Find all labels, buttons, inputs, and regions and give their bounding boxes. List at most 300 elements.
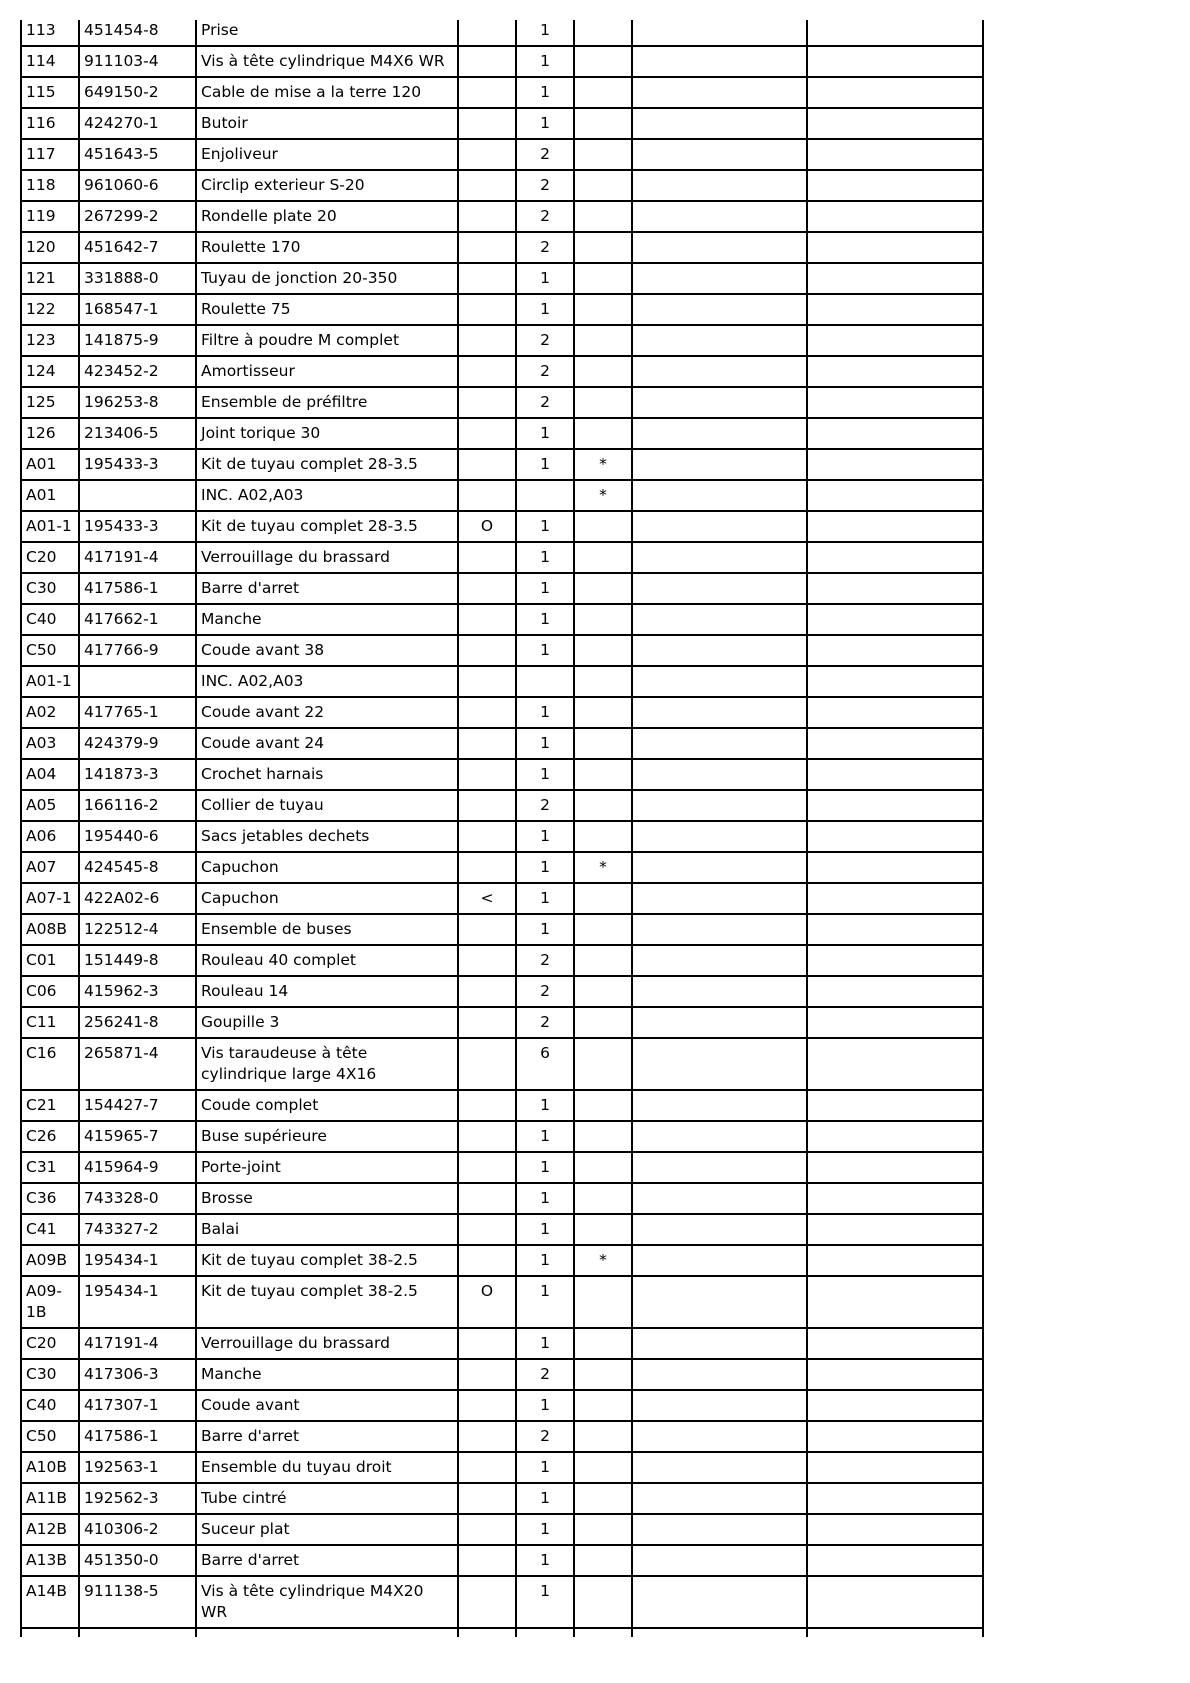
- description-cell: Manche: [196, 604, 458, 635]
- ref-no-cell: C36: [21, 1183, 79, 1214]
- note-mark-cell: *: [574, 1245, 632, 1276]
- empty-cell: [807, 1328, 983, 1359]
- change-mark-cell: [458, 790, 516, 821]
- note-mark-cell: [574, 20, 632, 46]
- note-mark-cell: [574, 728, 632, 759]
- quantity-cell: 1: [516, 1121, 574, 1152]
- part-number-cell: 417307-1: [79, 1390, 196, 1421]
- empty-cell: [807, 1276, 983, 1328]
- quantity-cell: 1: [516, 1452, 574, 1483]
- ref-no-cell: C16: [21, 1038, 79, 1090]
- change-mark-cell: [458, 46, 516, 77]
- note-mark-cell: [574, 511, 632, 542]
- ref-no-cell: A10B: [21, 1452, 79, 1483]
- part-number-cell: 141873-3: [79, 759, 196, 790]
- empty-cell: [807, 1514, 983, 1545]
- quantity-cell: 2: [516, 387, 574, 418]
- change-mark-cell: [458, 1545, 516, 1576]
- change-mark-cell: [458, 635, 516, 666]
- description-cell: INC. A02,A03: [196, 666, 458, 697]
- table-row: [21, 325, 983, 356]
- change-mark-cell: [458, 945, 516, 976]
- change-mark-cell: [458, 294, 516, 325]
- description-cell: Vis taraudeuse à tête cylindrique large 4X16: [196, 1038, 458, 1090]
- empty-cell: [632, 387, 807, 418]
- table-row: [21, 449, 983, 480]
- empty-cell: [632, 511, 807, 542]
- part-number-cell: 141875-9: [79, 325, 196, 356]
- table-row: [21, 46, 983, 77]
- ref-no-cell: C21: [21, 1090, 79, 1121]
- note-mark-cell: [574, 356, 632, 387]
- part-number-cell: 195433-3: [79, 449, 196, 480]
- part-number-cell: 410306-2: [79, 1514, 196, 1545]
- change-mark-cell: [458, 1452, 516, 1483]
- empty-cell: [632, 1421, 807, 1452]
- empty-cell: [807, 728, 983, 759]
- ref-no-cell: C50: [21, 635, 79, 666]
- quantity-cell: 1: [516, 573, 574, 604]
- description-cell: Prise: [196, 20, 458, 46]
- note-mark-cell: [574, 573, 632, 604]
- part-number-cell: 265871-4: [79, 1038, 196, 1090]
- quantity-cell: 1: [516, 914, 574, 945]
- quantity-cell: 1: [516, 1576, 574, 1628]
- part-number-cell: 417191-4: [79, 1328, 196, 1359]
- ref-no-cell: A07: [21, 852, 79, 883]
- description-cell: Suceur plat: [196, 1514, 458, 1545]
- table-row: [21, 170, 983, 201]
- note-mark-cell: [574, 635, 632, 666]
- change-mark-cell: [458, 108, 516, 139]
- table-row: [21, 790, 983, 821]
- ref-no-cell: 116: [21, 108, 79, 139]
- description-cell: Kit de tuyau complet 28-3.5: [196, 511, 458, 542]
- empty-cell: [632, 480, 807, 511]
- empty-cell: [807, 666, 983, 697]
- change-mark-cell: [458, 387, 516, 418]
- note-mark-cell: [574, 1514, 632, 1545]
- empty-cell: [632, 1628, 807, 1637]
- description-cell: Coude avant 24: [196, 728, 458, 759]
- empty-cell: [632, 77, 807, 108]
- description-cell: Barre d'arret: [196, 1421, 458, 1452]
- empty-cell: [632, 1390, 807, 1421]
- part-number-cell: 649150-2: [79, 77, 196, 108]
- empty-cell: [632, 1038, 807, 1090]
- table-row: [21, 821, 983, 852]
- part-number-cell: 911103-4: [79, 46, 196, 77]
- change-mark-cell: [458, 759, 516, 790]
- change-mark-cell: [458, 1390, 516, 1421]
- description-cell: Roulette 170: [196, 232, 458, 263]
- empty-cell: [632, 945, 807, 976]
- ref-no-cell: A05: [21, 790, 79, 821]
- empty-cell: [807, 170, 983, 201]
- change-mark-cell: [458, 1152, 516, 1183]
- quantity-cell: 1: [516, 852, 574, 883]
- note-mark-cell: [574, 232, 632, 263]
- quantity-cell: 1: [516, 1328, 574, 1359]
- quantity-cell: [516, 480, 574, 511]
- table-row: [21, 480, 983, 511]
- note-mark-cell: [574, 1214, 632, 1245]
- empty-cell: [807, 511, 983, 542]
- note-mark-cell: [574, 418, 632, 449]
- ref-no-cell: A13B: [21, 1545, 79, 1576]
- part-number-cell: 424545-8: [79, 852, 196, 883]
- change-mark-cell: [458, 263, 516, 294]
- empty-cell: [632, 852, 807, 883]
- ref-no-cell: 122: [21, 294, 79, 325]
- empty-cell: [632, 356, 807, 387]
- part-number-cell: 151449-8: [79, 945, 196, 976]
- description-cell: Balai: [196, 1214, 458, 1245]
- change-mark-cell: [458, 852, 516, 883]
- ref-no-cell: 123: [21, 325, 79, 356]
- part-number-cell: 961060-6: [79, 170, 196, 201]
- description-cell: Verrouillage du brassard: [196, 542, 458, 573]
- note-mark-cell: [574, 1452, 632, 1483]
- change-mark-cell: [458, 1483, 516, 1514]
- note-mark-cell: [574, 387, 632, 418]
- part-number-cell: [79, 666, 196, 697]
- empty-cell: [632, 139, 807, 170]
- note-mark-cell: *: [574, 480, 632, 511]
- ref-no-cell: A01-1: [21, 666, 79, 697]
- description-cell: Barre d'arret: [196, 573, 458, 604]
- empty-cell: [807, 1576, 983, 1628]
- empty-cell: [632, 1214, 807, 1245]
- empty-cell: [632, 1245, 807, 1276]
- empty-cell: [807, 759, 983, 790]
- quantity-cell: 1: [516, 604, 574, 635]
- note-mark-cell: [574, 1038, 632, 1090]
- note-mark-cell: [574, 883, 632, 914]
- change-mark-cell: [458, 418, 516, 449]
- part-number-cell: 122512-4: [79, 914, 196, 945]
- note-mark-cell: [574, 325, 632, 356]
- empty-cell: [807, 635, 983, 666]
- ref-no-cell: A09B: [21, 1245, 79, 1276]
- quantity-cell: 1: [516, 108, 574, 139]
- empty-cell: [807, 697, 983, 728]
- part-number-cell: 267299-2: [79, 201, 196, 232]
- note-mark-cell: [574, 1183, 632, 1214]
- empty-cell: [632, 976, 807, 1007]
- table-row: [21, 1038, 983, 1090]
- empty-cell: [632, 294, 807, 325]
- table-row: [21, 759, 983, 790]
- empty-cell: [807, 77, 983, 108]
- quantity-cell: 1: [516, 1214, 574, 1245]
- table-row: [21, 294, 983, 325]
- quantity-cell: 1: [516, 542, 574, 573]
- ref-no-cell: 119: [21, 201, 79, 232]
- part-number-cell: 417766-9: [79, 635, 196, 666]
- note-mark-cell: *: [574, 449, 632, 480]
- empty-cell: [632, 573, 807, 604]
- change-mark-cell: <: [458, 883, 516, 914]
- empty-cell: [807, 914, 983, 945]
- table-row: [21, 604, 983, 635]
- part-number-cell: 422A02-6: [79, 883, 196, 914]
- empty-cell: [632, 418, 807, 449]
- quantity-cell: 1: [516, 1090, 574, 1121]
- table-row: [21, 139, 983, 170]
- ref-no-cell: C50: [21, 1421, 79, 1452]
- note-mark-cell: [574, 976, 632, 1007]
- quantity-cell: 1: [516, 1152, 574, 1183]
- empty-cell: [632, 325, 807, 356]
- table-row: [21, 108, 983, 139]
- empty-cell: [807, 46, 983, 77]
- ref-no-cell: C30: [21, 573, 79, 604]
- description-cell: Coude complet: [196, 1090, 458, 1121]
- empty-cell: [807, 1452, 983, 1483]
- empty-cell: [807, 325, 983, 356]
- note-mark-cell: [574, 263, 632, 294]
- part-number-cell: 417586-1: [79, 1421, 196, 1452]
- empty-cell: [807, 418, 983, 449]
- part-number-cell: 195440-6: [79, 821, 196, 852]
- empty-cell: [807, 852, 983, 883]
- part-number-cell: 415964-9: [79, 1152, 196, 1183]
- note-mark-cell: [574, 945, 632, 976]
- note-mark-cell: [574, 1545, 632, 1576]
- table-row: [21, 852, 983, 883]
- description-cell: Tube cintré: [196, 1483, 458, 1514]
- note-mark-cell: [574, 1483, 632, 1514]
- empty-cell: [458, 1628, 516, 1637]
- table-row: [21, 1514, 983, 1545]
- empty-cell: [632, 635, 807, 666]
- change-mark-cell: O: [458, 1276, 516, 1328]
- description-cell: Verrouillage du brassard: [196, 1328, 458, 1359]
- description-cell: Enjoliveur: [196, 139, 458, 170]
- parts-table-body: [21, 20, 983, 1637]
- ref-no-cell: C31: [21, 1152, 79, 1183]
- ref-no-cell: A02: [21, 697, 79, 728]
- empty-cell: [807, 976, 983, 1007]
- empty-cell: [807, 1359, 983, 1390]
- ref-no-cell: A11B: [21, 1483, 79, 1514]
- empty-cell: [632, 20, 807, 46]
- empty-cell: [807, 294, 983, 325]
- note-mark-cell: [574, 821, 632, 852]
- empty-cell: [807, 1152, 983, 1183]
- change-mark-cell: [458, 1245, 516, 1276]
- change-mark-cell: [458, 1038, 516, 1090]
- description-cell: Ensemble du tuyau droit: [196, 1452, 458, 1483]
- change-mark-cell: [458, 1183, 516, 1214]
- description-cell: Capuchon: [196, 883, 458, 914]
- change-mark-cell: [458, 1359, 516, 1390]
- empty-cell: [807, 1545, 983, 1576]
- empty-cell: [632, 697, 807, 728]
- change-mark-cell: [458, 1007, 516, 1038]
- note-mark-cell: [574, 1359, 632, 1390]
- empty-cell: [807, 1007, 983, 1038]
- ref-no-cell: 126: [21, 418, 79, 449]
- empty-cell: [807, 201, 983, 232]
- note-mark-cell: [574, 1007, 632, 1038]
- change-mark-cell: [458, 449, 516, 480]
- part-number-cell: 195433-3: [79, 511, 196, 542]
- note-mark-cell: [574, 697, 632, 728]
- part-number-cell: [79, 480, 196, 511]
- note-mark-cell: [574, 170, 632, 201]
- table-row: [21, 1390, 983, 1421]
- change-mark-cell: [458, 77, 516, 108]
- table-row: [21, 728, 983, 759]
- table-row: [21, 201, 983, 232]
- part-number-cell: 451643-5: [79, 139, 196, 170]
- note-mark-cell: [574, 1152, 632, 1183]
- table-row: [21, 976, 983, 1007]
- change-mark-cell: [458, 1328, 516, 1359]
- ref-no-cell: 124: [21, 356, 79, 387]
- quantity-cell: 1: [516, 1514, 574, 1545]
- empty-cell: [632, 1576, 807, 1628]
- ref-no-cell: A12B: [21, 1514, 79, 1545]
- empty-cell: [807, 387, 983, 418]
- table-row: [21, 1545, 983, 1576]
- ref-no-cell: A14B: [21, 1576, 79, 1628]
- quantity-cell: 2: [516, 232, 574, 263]
- ref-no-cell: A01: [21, 480, 79, 511]
- change-mark-cell: [458, 604, 516, 635]
- table-row: [21, 1483, 983, 1514]
- empty-cell: [632, 170, 807, 201]
- empty-cell: [807, 263, 983, 294]
- part-number-cell: 417191-4: [79, 542, 196, 573]
- quantity-cell: 1: [516, 449, 574, 480]
- change-mark-cell: [458, 542, 516, 573]
- change-mark-cell: [458, 1090, 516, 1121]
- empty-cell: [807, 1628, 983, 1637]
- note-mark-cell: [574, 201, 632, 232]
- ref-no-cell: C20: [21, 1328, 79, 1359]
- quantity-cell: 2: [516, 1421, 574, 1452]
- empty-cell: [807, 1390, 983, 1421]
- change-mark-cell: [458, 914, 516, 945]
- table-row: [21, 1452, 983, 1483]
- table-row: [21, 1421, 983, 1452]
- description-cell: Brosse: [196, 1183, 458, 1214]
- description-cell: Butoir: [196, 108, 458, 139]
- table-row: [21, 387, 983, 418]
- quantity-cell: 1: [516, 821, 574, 852]
- empty-cell: [574, 1628, 632, 1637]
- table-row: [21, 635, 983, 666]
- description-cell: Amortisseur: [196, 356, 458, 387]
- description-cell: Filtre à poudre M complet: [196, 325, 458, 356]
- quantity-cell: 2: [516, 790, 574, 821]
- table-row: [21, 1121, 983, 1152]
- quantity-cell: 2: [516, 139, 574, 170]
- part-number-cell: 415962-3: [79, 976, 196, 1007]
- note-mark-cell: [574, 77, 632, 108]
- quantity-cell: 1: [516, 1483, 574, 1514]
- empty-cell: [632, 542, 807, 573]
- parts-table: [20, 20, 984, 1637]
- note-mark-cell: [574, 1328, 632, 1359]
- change-mark-cell: [458, 1121, 516, 1152]
- description-cell: INC. A02,A03: [196, 480, 458, 511]
- table-row: [21, 232, 983, 263]
- part-number-cell: 417306-3: [79, 1359, 196, 1390]
- quantity-cell: 1: [516, 1390, 574, 1421]
- note-mark-cell: [574, 46, 632, 77]
- ref-no-cell: C30: [21, 1359, 79, 1390]
- empty-cell: [807, 821, 983, 852]
- empty-cell: [632, 46, 807, 77]
- empty-cell: [632, 1152, 807, 1183]
- quantity-cell: 2: [516, 170, 574, 201]
- quantity-cell: 1: [516, 759, 574, 790]
- note-mark-cell: [574, 1090, 632, 1121]
- note-mark-cell: [574, 542, 632, 573]
- change-mark-cell: [458, 480, 516, 511]
- change-mark-cell: [458, 1514, 516, 1545]
- ref-no-cell: A01-1: [21, 511, 79, 542]
- description-cell: Ensemble de préfiltre: [196, 387, 458, 418]
- change-mark-cell: [458, 666, 516, 697]
- part-number-cell: 192563-1: [79, 1452, 196, 1483]
- change-mark-cell: [458, 1214, 516, 1245]
- note-mark-cell: [574, 604, 632, 635]
- table-row: [21, 1576, 983, 1628]
- table-row: [21, 77, 983, 108]
- quantity-cell: 1: [516, 77, 574, 108]
- description-cell: Rouleau 14: [196, 976, 458, 1007]
- change-mark-cell: O: [458, 511, 516, 542]
- empty-cell: [807, 1090, 983, 1121]
- description-cell: Buse supérieure: [196, 1121, 458, 1152]
- note-mark-cell: [574, 666, 632, 697]
- quantity-cell: 1: [516, 263, 574, 294]
- table-row: [21, 1090, 983, 1121]
- note-mark-cell: *: [574, 852, 632, 883]
- empty-cell: [632, 821, 807, 852]
- note-mark-cell: [574, 294, 632, 325]
- empty-cell: [807, 449, 983, 480]
- quantity-cell: 2: [516, 1359, 574, 1390]
- table-row: [21, 1007, 983, 1038]
- empty-cell: [632, 1276, 807, 1328]
- note-mark-cell: [574, 1276, 632, 1328]
- empty-cell: [632, 1090, 807, 1121]
- description-cell: Porte-joint: [196, 1152, 458, 1183]
- empty-cell: [807, 1038, 983, 1090]
- empty-cell: [21, 1628, 79, 1637]
- ref-no-cell: 120: [21, 232, 79, 263]
- description-cell: Goupille 3: [196, 1007, 458, 1038]
- part-number-cell: 451350-0: [79, 1545, 196, 1576]
- empty-cell: [632, 1514, 807, 1545]
- parts-list-page: [20, 20, 982, 1637]
- change-mark-cell: [458, 1576, 516, 1628]
- empty-cell: [516, 1628, 574, 1637]
- ref-no-cell: 117: [21, 139, 79, 170]
- quantity-cell: 1: [516, 1545, 574, 1576]
- empty-cell: [632, 914, 807, 945]
- table-row: [21, 20, 983, 46]
- change-mark-cell: [458, 356, 516, 387]
- empty-cell: [632, 232, 807, 263]
- ref-no-cell: 113: [21, 20, 79, 46]
